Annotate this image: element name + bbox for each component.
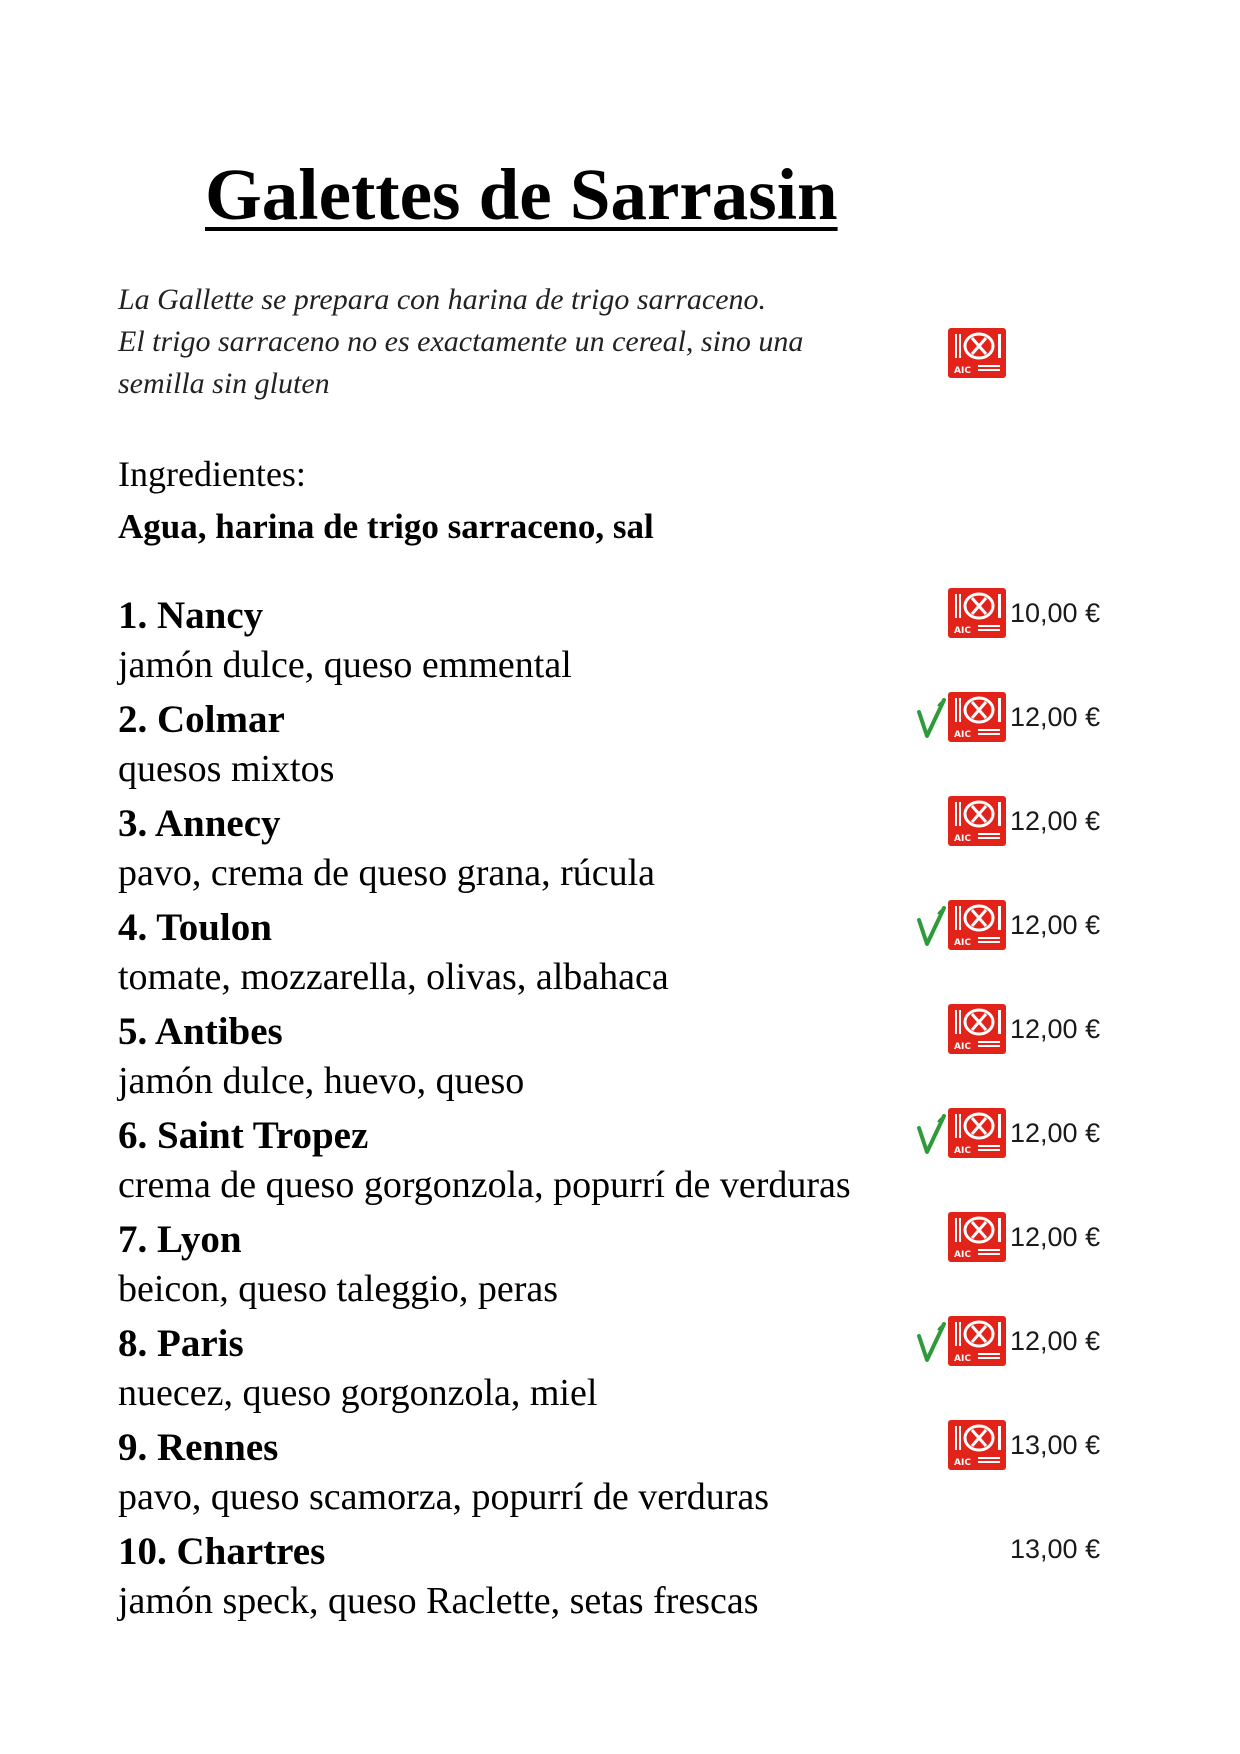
item-price: 12,00 € (1010, 1014, 1101, 1044)
ingredients-text: Agua, harina de trigo sarraceno, sal (118, 507, 654, 546)
intro-line-2: El trigo sarraceno no es exactamente un cereal, sino una (118, 325, 804, 358)
aic-gluten-free-icon (948, 692, 1006, 742)
aic-gluten-free-icon (948, 900, 1006, 950)
item-description: beicon, queso taleggio, peras (118, 1268, 559, 1310)
item-price: 12,00 € (1010, 910, 1101, 940)
item-price: 12,00 € (1010, 1326, 1101, 1356)
item-name: 7. Lyon (118, 1218, 242, 1261)
aic-gluten-free-icon (948, 796, 1006, 846)
item-name: 3. Annecy (118, 802, 281, 845)
item-price: 12,00 € (1010, 702, 1101, 732)
item-description: nuecez, queso gorgonzola, miel (118, 1372, 598, 1414)
aic-gluten-free-icon (948, 1420, 1006, 1470)
svg-text:AIC: AIC (954, 730, 971, 740)
svg-text:AIC: AIC (954, 366, 971, 376)
item-description: quesos mixtos (118, 748, 335, 790)
item-description: jamón dulce, huevo, queso (118, 1060, 525, 1102)
item-name: 2. Colmar (118, 698, 285, 741)
svg-text:AIC: AIC (954, 1458, 971, 1468)
vegetarian-check-icon (916, 698, 946, 740)
item-description: pavo, crema de queso grana, rúcula (118, 852, 656, 894)
item-name: 8. Paris (118, 1322, 244, 1365)
aic-gluten-free-icon (948, 588, 1006, 638)
item-price: 12,00 € (1010, 806, 1101, 836)
item-price: 12,00 € (1010, 1222, 1101, 1252)
item-name: 9. Rennes (118, 1426, 279, 1469)
item-name: 10. Chartres (118, 1530, 326, 1573)
item-name: 4. Toulon (118, 906, 272, 949)
intro-line-1: La Gallette se prepara con harina de trigo sarraceno. (118, 283, 767, 316)
item-description: jamón speck, queso Raclette, setas frescas (118, 1580, 759, 1622)
item-description: pavo, queso scamorza, popurrí de verduras (118, 1476, 770, 1518)
aic-gluten-free-icon (948, 1108, 1006, 1158)
ingredients-label: Ingredientes: (118, 454, 306, 494)
svg-text:AIC: AIC (954, 1354, 971, 1364)
item-price: 12,00 € (1010, 1118, 1101, 1148)
item-description: crema de queso gorgonzola, popurrí de verduras (118, 1164, 851, 1206)
item-price: 10,00 € (1010, 598, 1101, 628)
item-name: 1. Nancy (118, 594, 264, 637)
vegetarian-check-icon (916, 906, 946, 948)
svg-text:AIC: AIC (954, 1042, 971, 1052)
aic-gluten-free-icon (948, 1212, 1006, 1262)
item-name: 5. Antibes (118, 1010, 283, 1053)
svg-text:AIC: AIC (954, 1146, 971, 1156)
item-description: jamón dulce, queso emmental (118, 644, 572, 686)
aic-gluten-free-icon (948, 328, 1006, 378)
item-price: 13,00 € (1010, 1430, 1101, 1460)
svg-text:AIC: AIC (954, 626, 971, 636)
vegetarian-check-icon (916, 1322, 946, 1364)
item-name: 6. Saint Tropez (118, 1114, 369, 1157)
intro-line-3: semilla sin gluten (118, 367, 330, 400)
aic-gluten-free-icon (948, 1004, 1006, 1054)
page-title: Galettes de Sarrasin (205, 154, 838, 235)
vegetarian-check-icon (916, 1114, 946, 1156)
intro-text (118, 279, 938, 405)
aic-gluten-free-icon (948, 1316, 1006, 1366)
svg-text:AIC: AIC (954, 938, 971, 948)
item-price: 13,00 € (1010, 1534, 1101, 1564)
svg-text:AIC: AIC (954, 1250, 971, 1260)
item-description: tomate, mozzarella, olivas, albahaca (118, 956, 669, 998)
svg-text:AIC: AIC (954, 834, 971, 844)
